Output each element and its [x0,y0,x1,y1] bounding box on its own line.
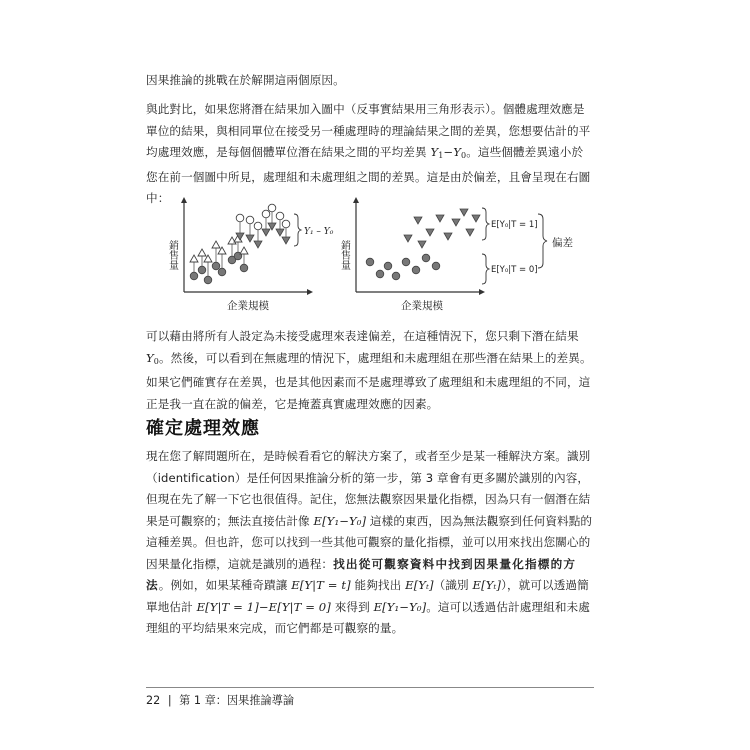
math-y: Y [146,350,154,365]
left-bracket [294,214,301,246]
bias-label: 偏差 [552,237,573,249]
left-untreated-points [236,204,290,230]
left-y-label: 銷售量 [166,240,178,270]
text-segment: 。這可以透過估計處理組和未處理組的平均結果來完成，而它們都是可觀察的量。 [146,599,590,635]
math-expression: E[Y₁−Y₀] [313,513,367,528]
text-segment: 與此對比，如果您將潛在結果加入圖中（反事實結果用三角形表示）。個體處理效應是單位的結果，與相同單位在接受另一種處理時的理論結果之間的差異，您想要估計的平均處理效應，是每個個體單位潛在結果之間的平均差異 [146,102,591,159]
text-segment: （識別 [433,578,473,592]
paragraph-intro [146,70,594,92]
page-footer [146,692,294,708]
label-e-y0-t1: E[Y₀|T = 1] [491,220,538,230]
text-segment: 可以藉由將所有人設定為未接受處理來表達偏差，在這種情況下，您只剩下潛在結果 [146,329,579,343]
paragraph-identification [146,446,594,640]
text-segment: 來得到 [330,599,374,614]
paragraph-intro-text: 因果推論的挑戰在於解開這兩個原因。 [146,73,345,87]
potential-outcomes-figure [160,196,590,318]
text-segment: 現在您了解問題所在，是時候看看它的解決方案了，或者至少是某一種解決方案。識別（identification）是任何因果推論分析的第一步，第 3 章會有更多關於識別的內容，但現在先了解一下它也很值得。記住，您無法觀察因果量化指標，因為只有一個潛在結果是可觀察的；無法直接估計像 [146,449,591,528]
left-untreated-counterfactual [236,223,290,248]
math-subscript: 0 [461,151,467,160]
text-segment: 。這些個體差異遠小於您在前一個圖中所見，處理組和未處理組之間的差異。這是由於偏差，且會呈現在右圖中： [146,145,591,205]
math-y1-minus-y0 [430,145,466,159]
left-plot [167,200,334,312]
math-minus: − [443,145,454,159]
paragraph-bias [146,326,594,415]
right-upper-bracket [482,208,489,240]
section-title: 確定處理效應 [146,418,260,439]
math-expression: E[Y₁−Y₀] [373,599,427,614]
math-expression: E[Y|T = 1]−E[Y|T = 0] [196,599,331,614]
math-subscript: 0 [153,356,159,366]
right-plot [339,200,574,312]
math-subscript: 1 [438,151,444,160]
text-segment: 。然後，可以看到在無處理的情況下，處理組和未處理組在那些潛在結果上的差異。如果它們確實存在差異，也是其他因素而不是處理導致了處理組和未處理組的不同，這正是我一直在說的偏差，它是掩蓋真實處理效應的因素。 [146,350,592,411]
left-bracket-label: Y₁ – Y₀ [304,227,334,237]
math-expression: E[Yₜ] [472,578,502,592]
right-lower-bracket [482,254,489,284]
math-y: Y [430,145,439,159]
chapter-title: 第 1 章：因果推論導論 [179,694,295,707]
page-number: 22 [146,694,161,707]
bias-brace [538,214,547,268]
math-expression: E[Yₜ] [405,578,434,592]
math-y: Y [453,145,461,159]
text-segment: 這樣的東西，因為無法觀察到任何資料點的這種差異。但也許，您可以找到一些其他可觀察的量化指標，並可以用來找出您關心的因果量化指標，這就是識別的過程： [146,513,593,571]
right-untreated-y0-triangles [404,209,480,248]
emphasized-definition: 找出從可觀察資料中找到因果量化指標的方法 [146,556,577,592]
left-x-label: 企業規模 [227,300,269,312]
footer-separator: | [167,694,172,707]
label-e-y0-t0: E[Y₀|T = 0] [491,265,538,275]
right-x-label: 企業規模 [401,300,443,312]
right-y-label: 銷售量 [338,240,350,270]
paragraph-potential-outcomes [146,99,594,210]
math-y0 [146,351,159,365]
footer-rule [146,687,594,688]
text-segment: ），就可以透過簡單地估計 [146,578,589,614]
text-segment: 。例如，如果某種奇蹟讓 [158,578,292,592]
left-treated-points [190,252,248,284]
text-segment: 能夠找出 [350,578,406,592]
right-treated-y0-points [366,254,440,280]
math-expression: E[Y|T = t] [291,578,351,592]
